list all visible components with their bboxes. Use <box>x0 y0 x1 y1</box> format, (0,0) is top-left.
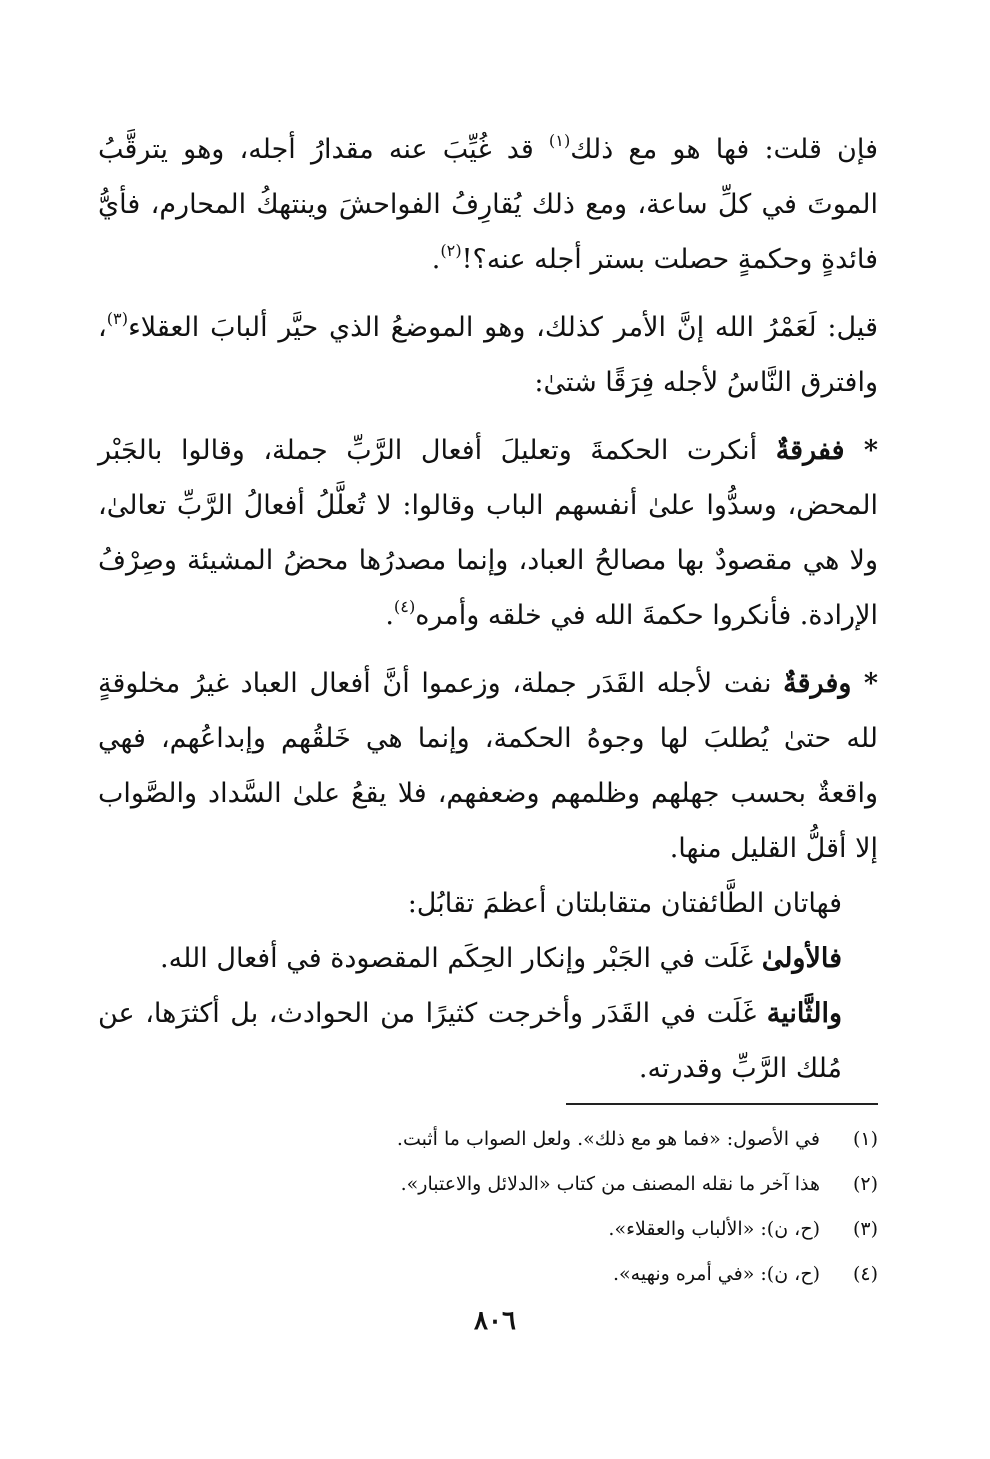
paragraph-1-text: فإن قلت: فها هو مع ذلك <box>570 134 878 165</box>
footnote-ref-3[interactable]: (٣) <box>106 308 129 328</box>
paragraph-2-text-cont: ، وافترق النَّاسُ لأجله فِرَقًا شتىٰ: <box>98 312 878 398</box>
footnote-ref-2[interactable]: (٢) <box>440 240 462 260</box>
paragraph-3-end: . <box>385 600 394 631</box>
page-number: ٨٠٦ <box>474 1306 516 1336</box>
footnote-text: (ح، ن): «الألباب والعقلاء». <box>608 1218 820 1240</box>
footnote-number: (٢) <box>852 1173 878 1195</box>
footnotes <box>98 1117 878 1297</box>
footnote-text: هذا آخر ما نقله المصنف من كتاب «الدلائل والاعتبار». <box>400 1173 820 1195</box>
footnote-3 <box>98 1207 878 1252</box>
footnote-text: (ح، ن): «في أمره ونهيه». <box>613 1263 820 1285</box>
footnote-ref-1[interactable]: (١) <box>548 130 571 150</box>
footnote-separator <box>566 1103 878 1105</box>
closing-second <box>98 986 878 1096</box>
paragraph-1 <box>98 122 878 287</box>
closing-second-lead: والثَّانية <box>766 998 842 1029</box>
footnote-ref-4[interactable]: (٤) <box>393 596 416 616</box>
paragraph-1-text-cont: قد غُيِّبَ عنه مقدارُ أجله، وهو يترقَّبُ الموتَ في كلِّ ساعة، ومع ذلك يُقارِفُ الفواحشَ وينتهكُ المحارم، فأيُّ فائدةٍ وحكمةٍ حصلت بستر أجله عنه؟! <box>98 134 878 275</box>
paragraph-3 <box>98 423 878 643</box>
paragraph-2-text: قيل: لَعَمْرُ الله إنَّ الأمر كذلك، وهو الموضعُ الذي حيَّر ألبابَ العقلاء <box>128 312 878 343</box>
paragraph-4 <box>98 656 878 876</box>
footnote-2 <box>98 1162 878 1207</box>
main-text <box>98 122 878 1109</box>
paragraph-4-lead: * وفرقةٌ <box>783 668 878 699</box>
paragraph-4-text: نفت لأجله القَدَر جملة، وزعموا أنَّ أفعال العباد غيرُ مخلوقةٍ لله حتىٰ يُطلبَ لها وجوهُ الحكمة، وإنما هي خَلقُهم وإبداعُهم، فهي واقعةٌ بحسب جهلهم وظلمهم وضعفهم، فلا يقعُ علىٰ السَّداد والصَّواب إلا أقلُّ القليل منها. <box>98 668 878 864</box>
closing-intro: فهاتان الطَّائفتان متقابلتان أعظمَ تقابُل: <box>407 888 842 919</box>
paragraph-2 <box>98 300 878 410</box>
closing-first <box>98 931 878 986</box>
footnote-text: في الأصول: «فما هو مع ذلك». ولعل الصواب ما أثبت. <box>396 1128 820 1150</box>
closing-first-text: غَلَت في الجَبْر وإنكار الحِكَم المقصودة في أفعال الله. <box>160 943 762 974</box>
footnote-4 <box>98 1252 878 1297</box>
footnote-number: (٤) <box>852 1263 878 1285</box>
paragraph-3-lead: * ففرقةٌ <box>775 435 878 466</box>
closing-first-lead: فالأولىٰ <box>761 943 842 974</box>
footnote-1 <box>98 1117 878 1162</box>
paragraph-3-text: أنكرت الحكمةَ وتعليلَ أفعال الرَّبِّ جملة، وقالوا بالجَبْر المحض، وسدُّوا علىٰ أنفسهم الباب وقالوا: لا تُعلَّلُ أفعالُ الرَّبِّ تعالىٰ، ولا هي مقصودٌ بها مصالحُ العباد، وإنما مصدرُها محضُ المشيئة وصِرْفُ الإرادة. فأنكروا حكمةَ الله في خلقه وأمره <box>98 435 878 631</box>
closing-second-text: غَلَت في القَدَر وأخرجت كثيرًا من الحوادث، بل أكثرَها، عن مُلك الرَّبِّ وقدرته. <box>98 998 842 1084</box>
footnote-number: (٣) <box>852 1218 878 1240</box>
footnote-number: (١) <box>852 1128 878 1150</box>
paragraph-1-end: . <box>431 244 441 275</box>
